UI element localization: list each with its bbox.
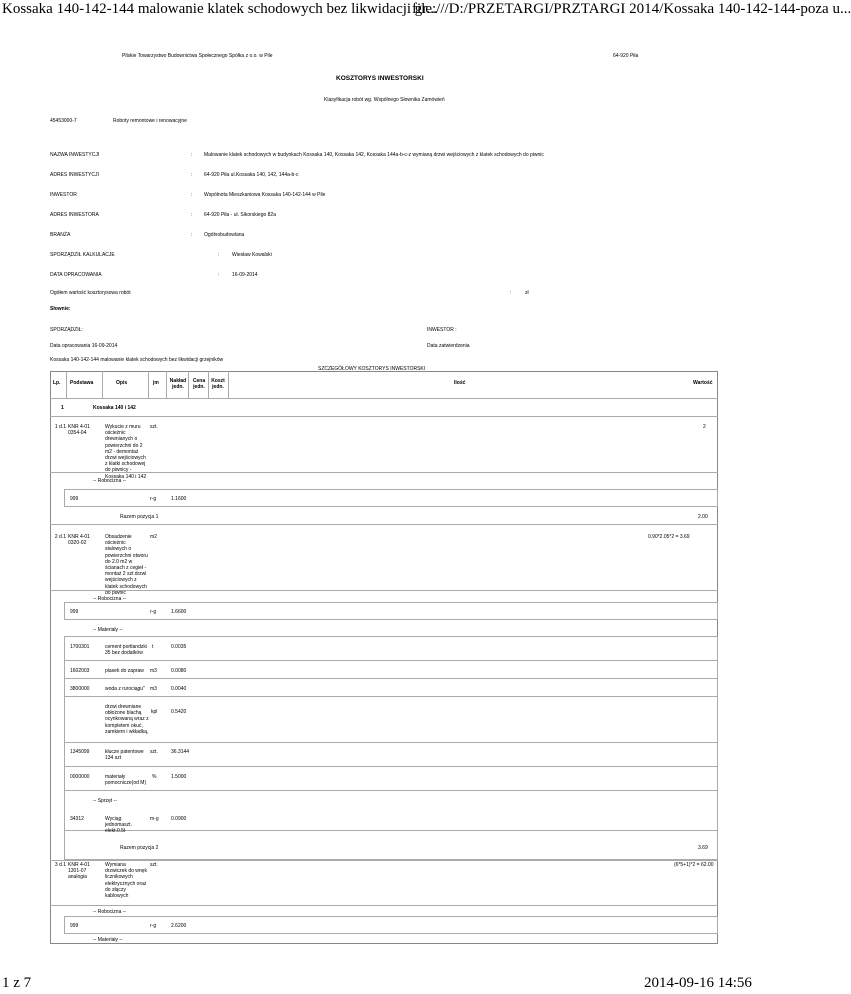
material-norm: 0.5420 (171, 709, 187, 715)
resource-index: 999 (70, 609, 79, 615)
field-value: 16-09-2014 (232, 272, 258, 278)
field-label: BRANŻA (50, 232, 71, 238)
company-name: Pilskie Towarzystwo Budownictwa Społecznego Spółka z o.o. w Pile (122, 53, 273, 59)
material-description: materiały pomocnicze(od M) (105, 774, 147, 787)
field-label: SPORZĄDZIŁ KALKULACJE (50, 252, 115, 258)
column-divider (102, 371, 103, 398)
field-value: 64-920 Piła - ul. Sikorskiego 82a (204, 212, 276, 218)
prepared-label: SPORZĄDZIŁ: (50, 327, 83, 333)
position-unit: szt. (150, 862, 158, 868)
resource-norm: 1.1600 (171, 496, 187, 502)
column-divider (166, 371, 167, 398)
material-description: drzwi drewniane obłożone blachą ocynkowaną wraz z kompletem okuć, zamkiem i wkładką, (105, 704, 149, 735)
position-sum: 2.00 (698, 514, 708, 520)
position-basis: KNR 4-01 1301-07 analogia (68, 862, 90, 881)
materials-heading: -- Materiały -- (93, 937, 123, 943)
date-label: Data opracowania 16-09-2014 (50, 343, 118, 349)
position-unit: m2 (150, 534, 157, 540)
print-header-title: Kossaka 140-142-144 malowanie klatek schodowych bez likwidacji gr... (2, 1, 438, 17)
header-ilosc: Ilość (454, 380, 466, 386)
column-divider (228, 371, 229, 398)
field-label: ADRES INWESTORA (50, 212, 99, 218)
equipment-description: Wyciąg jednomaszt. elekt.0.5t (105, 816, 132, 835)
material-unit: m3 (150, 668, 157, 674)
material-norm: 0.0080 (171, 668, 187, 674)
field-sep: : (191, 172, 193, 178)
labour-row (64, 916, 718, 934)
resource-unit: r-g (150, 496, 157, 502)
position-quantity: (6*5+1)*2 = 62.00 (674, 862, 714, 868)
row-divider (64, 660, 718, 661)
row-divider (64, 790, 718, 791)
field-sep: : (218, 272, 220, 278)
resource-norm: 2.6200 (171, 923, 187, 929)
row-divider (64, 830, 718, 831)
position-quantity: 0.90*2.05*2 = 3.69 (648, 534, 690, 540)
material-unit: % (152, 774, 157, 780)
field-label: INWESTOR (50, 192, 77, 198)
labour-row (64, 489, 718, 507)
document-title: KOSZTORYS INWESTORSKI (336, 75, 424, 82)
material-norm: 0.0035 (171, 644, 187, 650)
field-value: Wspólnota Mieszkaniowa Kossaka 140-142-144 w Pile (204, 192, 326, 198)
material-index: 1345099 (70, 749, 90, 755)
print-header-url: file:///D:/PRZETARGI/PRZTARGI 2014/Kossaka 140-142-144-poza u... (412, 1, 851, 17)
section-name: Kossaka 140 i 142 (93, 405, 136, 411)
print-footer-page: 1 z 7 (2, 975, 32, 991)
position-lp: 2 d.1 (54, 534, 66, 540)
row-divider (64, 696, 718, 697)
equipment-index: 34312 (70, 816, 84, 822)
material-norm: 36.3144 (171, 749, 190, 755)
labour-heading: -- Robocizna -- (93, 909, 127, 915)
company-postal: 64-920 Piła (613, 53, 639, 59)
row-divider (50, 524, 718, 525)
table-title: SZCZEGÓŁOWY KOSZTORYS INWESTORSKI (318, 366, 426, 372)
position-basis: KNR 4-01 0320-02 (68, 534, 90, 547)
resource-unit: r-g (150, 923, 157, 929)
field-sep: : (191, 232, 193, 238)
material-norm: 0.0040 (171, 686, 187, 692)
position-sum: 3.69 (698, 845, 708, 851)
material-index: 1602003 (70, 668, 90, 674)
section-number: 1 (61, 405, 64, 411)
cpv-code: 45453000-7 (50, 118, 77, 124)
equipment-unit: m-g (150, 816, 159, 822)
header-naklad: Nakład jedn. (169, 378, 187, 391)
material-description: piasek do zapraw (105, 668, 144, 674)
row-divider (50, 860, 718, 861)
subtitle-left: Kossaka 140-142-144 malowanie klatek schodowych bez likwidacji grzejników (50, 357, 224, 363)
header-jm: jm (153, 380, 159, 386)
material-description: cement portlandzki 35 bez dodatków (105, 644, 147, 657)
total-label: Ogółem wartość kosztorysowa robót (50, 290, 131, 296)
classification-label: Klasyfikacja robót wg. Wspólnego Słownika Zamówień (324, 97, 445, 103)
material-description: woda z rurociągu" (105, 686, 145, 692)
header-opis: Opis (116, 380, 128, 386)
resource-index: 999 (70, 923, 79, 929)
materials-heading: -- Materiały -- (93, 627, 123, 633)
field-sep: : (191, 192, 193, 198)
investor-label: INWESTOR : (427, 327, 457, 333)
field-label: DATA OPRACOWANIA (50, 272, 102, 278)
row-divider (50, 416, 718, 417)
material-index: 0000000 (70, 774, 90, 780)
row-divider (50, 590, 718, 591)
position-unit: szt. (150, 424, 158, 430)
approve-label: Data zatwierdzenia (427, 343, 470, 349)
column-divider (188, 371, 189, 398)
material-unit: m3 (150, 686, 157, 692)
header-cena: Cena jedn. (192, 378, 206, 391)
position-sum-label: Razem pozycja 1 (120, 514, 159, 520)
row-divider (64, 678, 718, 679)
column-divider (66, 371, 67, 398)
column-divider (148, 371, 149, 398)
resource-norm: 1.6600 (171, 609, 187, 615)
field-value: Malowanie klatek schodowych w budynkach Kossaka 140, Kossaka 142, Kossaka 144a-b-c-z wymianą drzwi wejściowych z klatek schodowych do piwnic (204, 152, 544, 158)
position-basis: KNR 4-01 0354-04 (68, 424, 90, 437)
table-header-divider (50, 398, 718, 399)
cpv-name: Roboty remontowe i renowacyjne (113, 118, 187, 124)
position-lp: 1 d.1 (54, 424, 66, 430)
material-index: 3800000 (70, 686, 90, 692)
field-value: Ogólnobudowlana (204, 232, 245, 238)
materials-block (64, 636, 718, 860)
row-divider (64, 766, 718, 767)
material-unit: kpl (151, 709, 158, 715)
total-unit: zł (525, 290, 529, 296)
position-description: Wykucie z muru ościeżnic drewnianych o powierzchni do 2 m2 - demontaż drzwi wejściowych z klatki schodowej do piwnicy - Kossaka 140 i 142 (105, 424, 147, 480)
row-divider (64, 742, 718, 743)
labour-row (64, 602, 718, 620)
position-quantity: 2 (703, 424, 706, 430)
material-index: 1700301 (70, 644, 90, 650)
field-sep: : (191, 212, 193, 218)
field-sep: : (218, 252, 220, 258)
equipment-norm: 0.0900 (171, 816, 187, 822)
material-norm: 1.5000 (171, 774, 187, 780)
header-podstawa: Podstawa (70, 380, 94, 386)
field-label: ADRES INWESTYCJI (50, 172, 99, 178)
material-unit: t (152, 644, 154, 650)
material-description: kłucze patentowe 134 szt (105, 749, 144, 762)
words-label: Słownie: (50, 306, 71, 312)
position-description: Obsadzenie ościeżnic stalowych o powierzchni otworu do 2.0 m2 w ścianach z cegieł - montaż 2 szt drzwi wejściowych z klatek schodowych do piwnic (105, 534, 148, 596)
labour-heading: -- Robocizna -- (93, 478, 127, 484)
field-value: 64-920 Piła ul.Kossaka 140, 142, 144a-b-c (204, 172, 299, 178)
position-description: Wymiana drzwiczek do wnęk licznikowych elektrycznych oraz do złączy kablowych (105, 862, 147, 900)
field-sep: : (191, 152, 193, 158)
header-lp: Lp. (53, 380, 61, 386)
field-label: NAZWA INWESTYCJI (50, 152, 100, 158)
header-koszt: Koszt jedn. (211, 378, 225, 391)
equipment-heading: -- Sprzęt -- (93, 798, 117, 804)
position-sum-label: Razem pozycja 2 (120, 845, 159, 851)
labour-heading: -- Robocizna -- (93, 596, 127, 602)
resource-unit: r-g (150, 609, 157, 615)
material-unit: szt. (150, 749, 158, 755)
row-divider (50, 905, 718, 906)
header-wartosc: Wartość (693, 380, 713, 386)
field-value: Wiesław Kowalski (232, 252, 272, 258)
row-divider (50, 472, 718, 473)
total-sep: : (510, 290, 512, 296)
position-lp: 3 d.1 (54, 862, 66, 868)
resource-index: 999 (70, 496, 79, 502)
print-footer-datetime: 2014-09-16 14:56 (644, 975, 752, 991)
